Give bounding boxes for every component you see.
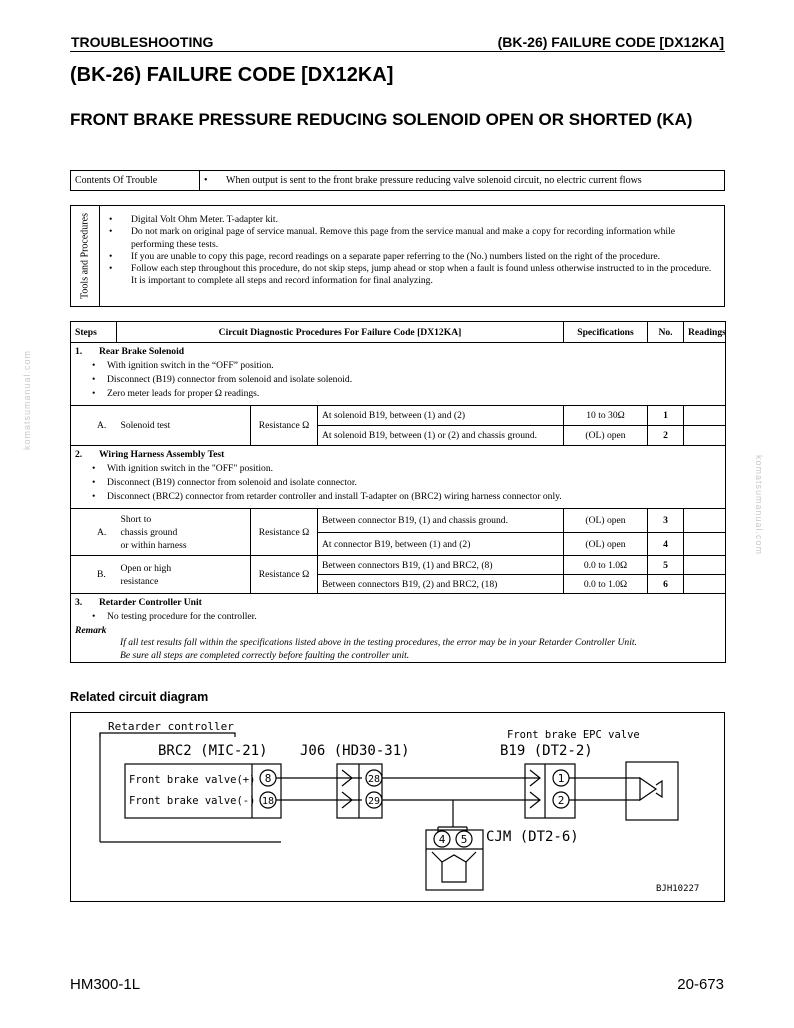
step-1-intro-cell (71, 343, 726, 406)
related-diagram-title: Related circuit diagram (70, 690, 209, 704)
svg-text:29: 29 (367, 796, 381, 807)
step-bullet: • Disconnect (B19) connector from solenoid and isolate connector. (75, 476, 721, 490)
step-bullet: • Zero meter leads for proper Ω readings. (75, 387, 721, 401)
running-header-code: (BK-26) FAILURE CODE [DX12KA] (497, 34, 724, 50)
diagnostic-table (70, 321, 726, 663)
svg-text:18: 18 (261, 796, 275, 807)
tools-item: • If you are unable to copy this page, record readings on a separate paper referring to the (No.) numbers listed on the right of the procedure. (109, 251, 716, 263)
step-2-intro-row (71, 446, 726, 509)
page-subtitle: FRONT BRAKE PRESSURE REDUCING SOLENOID OPEN OR SHORTED (KA) (70, 110, 693, 129)
remark-text-1: If all test results fall within the specifications listed above in the testing procedures, the error may be in your Retarder Controller Unit. (120, 637, 637, 648)
step-desc: Between connectors B19, (1) and BRC2, (8) (318, 556, 564, 575)
solenoid-icon (640, 778, 656, 800)
step-1a-label: Solenoid test (117, 406, 251, 446)
contents-of-trouble-text: • When output is sent to the front brake pressure reducing valve solenoid circuit, no electric current flows (204, 175, 642, 186)
step-no: 4 (648, 533, 684, 556)
brc2-connector (125, 764, 281, 818)
step-1-intro-row (71, 343, 726, 406)
step-bullet: • Disconnect (B19) connector from solenoid and isolate solenoid. (75, 373, 721, 387)
step-bullet: • With ignition switch in the “OFF” position. (75, 359, 721, 373)
tools-item: • Follow each step throughout this procedure, do not skip steps, jump ahead or stop when a fault is found unless otherwise instructed to in the procedure. It is important to complete all steps and record information for final analyzing. (109, 263, 716, 288)
brc2-label: BRC2 (MIC-21) (158, 743, 268, 759)
step-desc: Between connector B19, (1) and chassis ground. (318, 509, 564, 533)
step-spec: (OL) open (564, 509, 648, 533)
step-spec: 10 to 30Ω (564, 406, 648, 426)
header-rule (70, 51, 725, 52)
remark-label: Remark (75, 625, 107, 636)
remark-text-2: Be sure all steps are completed correctly before faulting the controller unit. (120, 649, 410, 661)
table-row (71, 556, 726, 575)
reading-cell (684, 533, 726, 556)
reading-cell (684, 575, 726, 594)
valve-plus-label: Front brake valve(+) (129, 774, 256, 786)
step-1-title: 1. Rear Brake Solenoid (75, 346, 185, 357)
retarder-controller-label: Retarder controller (108, 720, 234, 733)
watermark-right: komatsumanual.com (754, 455, 764, 556)
svg-text:8: 8 (264, 772, 272, 785)
step-no: 5 (648, 556, 684, 575)
step-2-intro-cell (71, 446, 726, 509)
step-3-row (71, 594, 726, 663)
step-bullet: • No testing procedure for the controller. (75, 610, 721, 624)
step-spec: (OL) open (564, 426, 648, 446)
step-spec: (OL) open (564, 533, 648, 556)
page-title: (BK-26) FAILURE CODE [DX12KA] (70, 64, 394, 86)
step-desc: At connector B19, between (1) and (2) (318, 533, 564, 556)
step-2a-type: Resistance Ω (251, 509, 318, 556)
tools-procedures-box (70, 205, 725, 307)
step-no: 2 (648, 426, 684, 446)
reading-cell (684, 509, 726, 533)
step-desc: Between connectors B19, (2) and BRC2, (18) (318, 575, 564, 594)
step-spec: 0.0 to 1.0Ω (564, 556, 648, 575)
step-spec: 0.0 to 1.0Ω (564, 575, 648, 594)
epc-valve (626, 762, 678, 820)
tools-item: • Do not mark on original page of service manual. Remove this page from the service manual and make a copy for recording information while performing these tests. (109, 226, 716, 251)
step-bullet: • With ignition switch in the "OFF" position. (75, 462, 721, 476)
j06-label: J06 (HD30-31) (300, 743, 410, 759)
step-no: 3 (648, 509, 684, 533)
step-2b-label: Open or high resistance (117, 556, 251, 594)
reading-cell (684, 556, 726, 575)
step-2b-type: Resistance Ω (251, 556, 318, 594)
tools-item: • Digital Volt Ohm Meter. T-adapter kit. (109, 214, 716, 226)
b19-label: B19 (DT2-2) (500, 743, 593, 759)
col-header-spec: Specifications (564, 322, 648, 343)
diagram-code: BJH10227 (656, 884, 700, 894)
step-desc: At solenoid B19, between (1) or (2) and chassis ground. (318, 426, 564, 446)
step-no: 1 (648, 406, 684, 426)
valve-minus-label: Front brake valve(-) (129, 795, 256, 807)
table-header-row (71, 322, 726, 343)
step-2-title: 2. Wiring Harness Assembly Test (75, 449, 225, 460)
step-2b-letter: B. (71, 556, 117, 594)
tools-procedures-label: Tools and Procedures (79, 213, 91, 299)
col-header-readings: Readings (684, 322, 726, 343)
watermark-left: komatsumanual.com (22, 349, 32, 450)
footer-model: HM300-1L (70, 976, 141, 993)
epc-valve-label: Front brake EPC valve (507, 729, 640, 741)
contents-of-trouble-label: Contents Of Trouble (71, 171, 200, 190)
reading-cell (684, 406, 726, 426)
step-1a-type: Resistance Ω (251, 406, 318, 446)
step-2a-letter: A. (71, 509, 117, 556)
step-no: 6 (648, 575, 684, 594)
svg-text:4: 4 (438, 833, 446, 846)
step-desc: At solenoid B19, between (1) and (2) (318, 406, 564, 426)
svg-text:1: 1 (557, 772, 565, 785)
footer-page-number: 20-673 (677, 976, 724, 993)
col-header-no: No. (648, 322, 684, 343)
running-header-section: TROUBLESHOOTING (71, 34, 214, 50)
circuit-diagram (70, 712, 725, 902)
svg-text:28: 28 (367, 774, 381, 785)
cjm-label: CJM (DT2-6) (486, 829, 579, 845)
step-1a-letter: A. (71, 406, 117, 446)
svg-text:2: 2 (557, 794, 565, 807)
tools-procedures-label-cell (71, 206, 100, 306)
table-row (71, 406, 726, 426)
step-bullet: • Disconnect (BRC2) connector from retarder controller and install T-adapter on (BRC2) wiring harness connector only. (75, 490, 721, 504)
step-3-cell (71, 594, 726, 663)
table-row (71, 509, 726, 533)
svg-text:5: 5 (460, 833, 468, 846)
contents-of-trouble-box (70, 170, 725, 191)
tools-procedures-list (109, 214, 716, 288)
step-3-title: 3. Retarder Controller Unit (75, 597, 202, 608)
step-2a-label: Short to chassis ground or within harness (117, 509, 251, 556)
col-header-procedure: Circuit Diagnostic Procedures For Failure Code [DX12KA] (117, 322, 564, 343)
col-header-steps: Steps (71, 322, 117, 343)
reading-cell (684, 426, 726, 446)
